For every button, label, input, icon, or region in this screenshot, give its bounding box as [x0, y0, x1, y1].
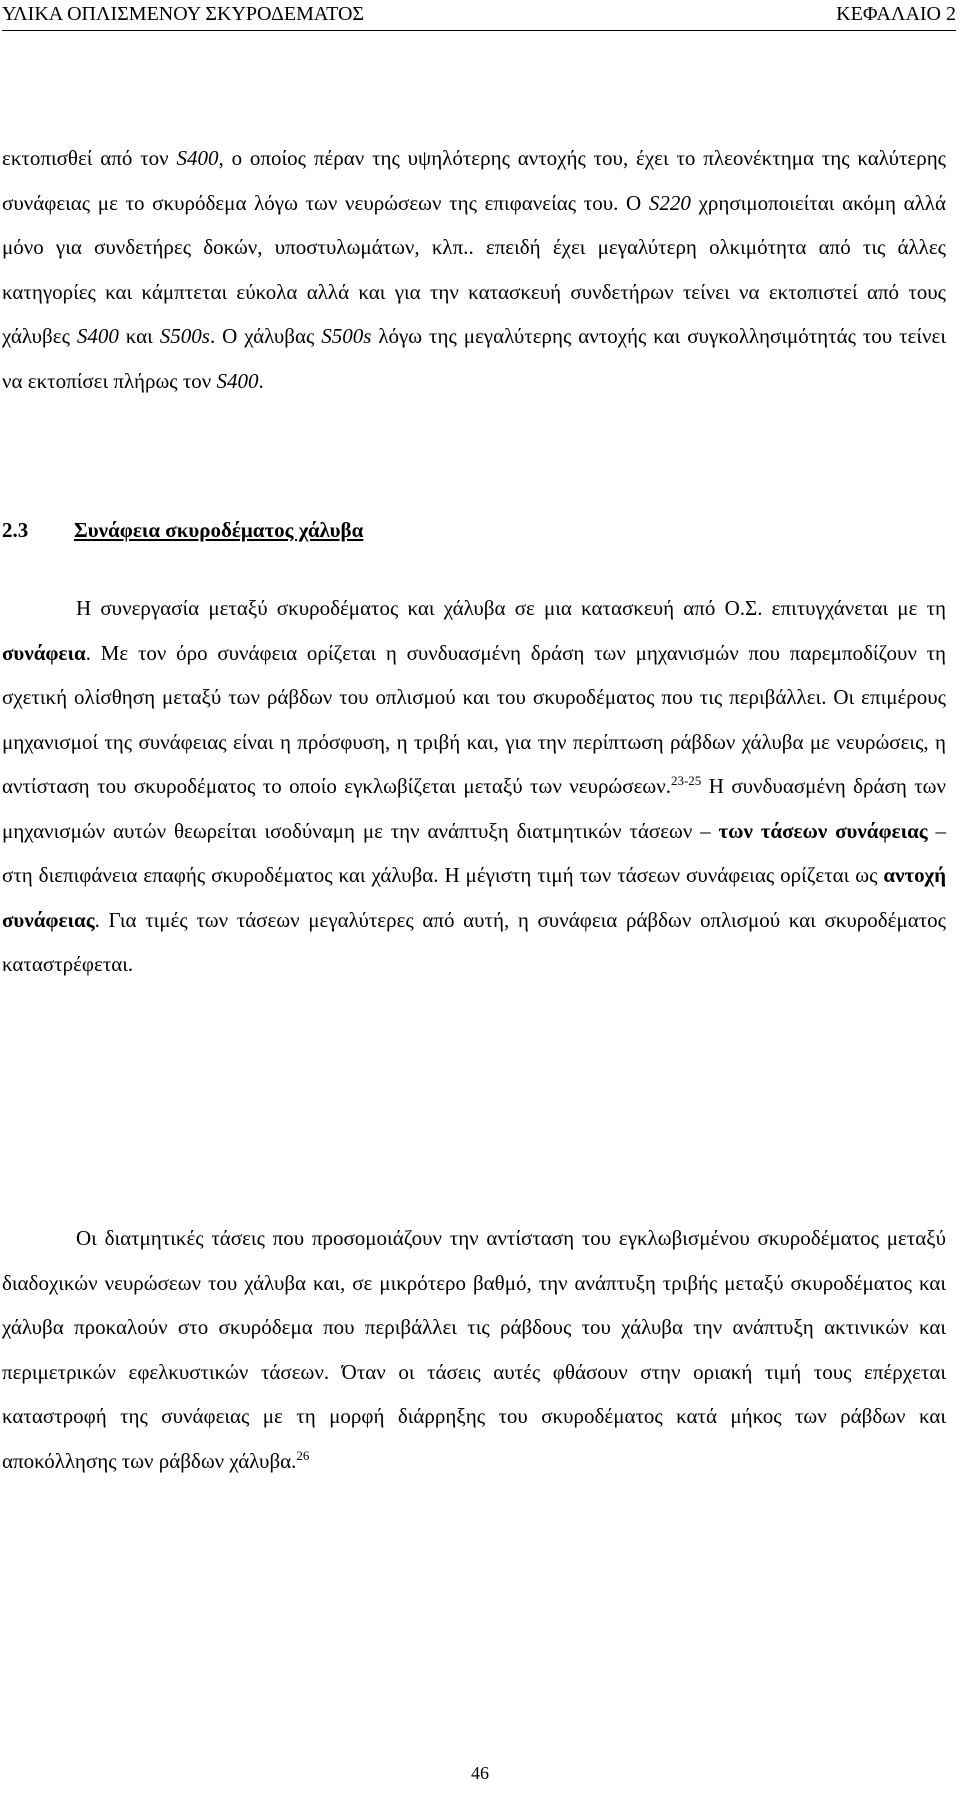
- intro-text: εκτοπισθεί από τον: [2, 146, 177, 170]
- reference-superscript: 23-25: [670, 773, 702, 788]
- steel-grade: S500s: [159, 324, 210, 348]
- reference-superscript: 26: [296, 1447, 310, 1463]
- body-text: Οι διατμητικές τάσεις που προσομοιάζουν την αντίσταση του εγκλωβισμένου σκυροδέματος μεταξύ διαδοχικών νευρώσεων του χάλυβα και, σε μικρότερο βαθμό, την ανάπτυξη τριβής μεταξύ σκυροδέματος και χάλυβα προκαλούν στο σκυρόδεμα που περιβάλλει τις ράβδους του χάλυβα την ανάπτυξη ακτινικών και περιμετρικών εφελκυστικών τάσεων. Όταν οι τάσεις αυτές φθάσουν στην οριακή τιμή τους επέρχεται καταστροφή της συνάφειας με τη μορφή διάρρηξης του σκυροδέματος κατά μήκος των ράβδων και αποκόλλησης των ράβδων χάλυβα.: [2, 1226, 946, 1473]
- running-header: [2, 0, 956, 31]
- intro-text: και: [118, 324, 160, 348]
- bold-term: συνάφεια: [2, 640, 86, 665]
- intro-text: λόγω της μεγαλύτερης αντοχής και συγκολλησιμότητάς του τείνει να εκτοπίσει πλήρως τον: [2, 324, 946, 393]
- header-title: ΥΛΙΚΑ ΟΠΛΙΣΜΕΝΟΥ ΣΚΥΡΟΔΕΜΑΤΟΣ: [2, 3, 365, 25]
- body-text: Η συνδυασμένη δράση των μηχανισμών αυτών θεωρείται ισοδύναμη με την ανάπτυξη διατμητικών τάσεων –: [2, 774, 946, 843]
- bold-term: των τάσεων συνάφειας: [718, 818, 928, 843]
- intro-text: , ο οποίος πέραν της υψηλότερης αντοχής του, έχει το πλεονέκτημα της καλύτερης συνάφειας με το σκυρόδεμα λόγω των νευρώσεων της επιφανείας του. Ο: [2, 146, 946, 215]
- body-text: . Με τον όρο συνάφεια ορίζεται η συνδυασμένη δράση των μηχανισμών που παρεμποδίζουν τη σχετική ολίσθηση μεταξύ των ράβδων του οπλισμού και του σκυροδέματος που τις περιβάλλει. Οι επιμέρους μηχανισμοί της συνάφειας είναι η πρόσφυση, η τριβή και, για την περίπτωση ράβδων χάλυβα με νευρώσεις, η αντίσταση του σκυροδέματος το οποίο εγκλωβίζεται μεταξύ των νευρώσεων.: [2, 640, 946, 798]
- body-text: . Για τιμές των τάσεων μεγαλύτερες από αυτή, η συνάφεια ράβδων οπλισμού και σκυροδέματος καταστρέφεται.: [2, 907, 946, 976]
- intro-text: .: [258, 368, 264, 393]
- steel-grade: S400: [216, 368, 259, 393]
- bold-term: αντοχή συνάφειας: [2, 863, 946, 932]
- intro-paragraph: [2, 136, 946, 403]
- steel-grade: S400: [76, 324, 119, 348]
- steel-grade: S220: [648, 190, 691, 215]
- steel-grade: S400: [176, 146, 219, 170]
- intro-text: . Ο χάλυβας: [209, 324, 322, 348]
- header-chapter: ΚΕΦΑΛΑΙΟ 2: [836, 3, 956, 25]
- steel-grade: S500s: [321, 324, 372, 348]
- intro-text: χρησιμοποιείται ακόμη αλλά μόνο για συνδετήρες δοκών, υποστυλωμάτων, κλπ.. επειδή έχει μεγαλύτερη ολκιμότητα από τις άλλες κατηγορίες και κάμπτεται εύκολα αλλά και για την κατασκευή συνδετήρων τείνει να εκτοπιστεί από τους χάλυβες: [2, 190, 946, 348]
- shear-stress-paragraph: [2, 1216, 946, 1483]
- section-heading: [2, 508, 363, 552]
- body-text: Η συνεργασία μεταξύ σκυροδέματος και χάλυβα σε μια κατασκευή από Ο.Σ. επιτυγχάνεται με τη: [76, 596, 946, 620]
- body-text: – στη διεπιφάνεια επαφής σκυροδέματος και χάλυβα. Η μέγιστη τιμή των τάσεων συνάφειας ορίζεται ως: [2, 818, 946, 887]
- section-number: 2.3: [2, 518, 29, 542]
- section-title: Συνάφεια σκυροδέματος χάλυβα: [74, 518, 364, 542]
- bond-paragraph: [2, 586, 946, 987]
- page-number: 46: [471, 1763, 489, 1783]
